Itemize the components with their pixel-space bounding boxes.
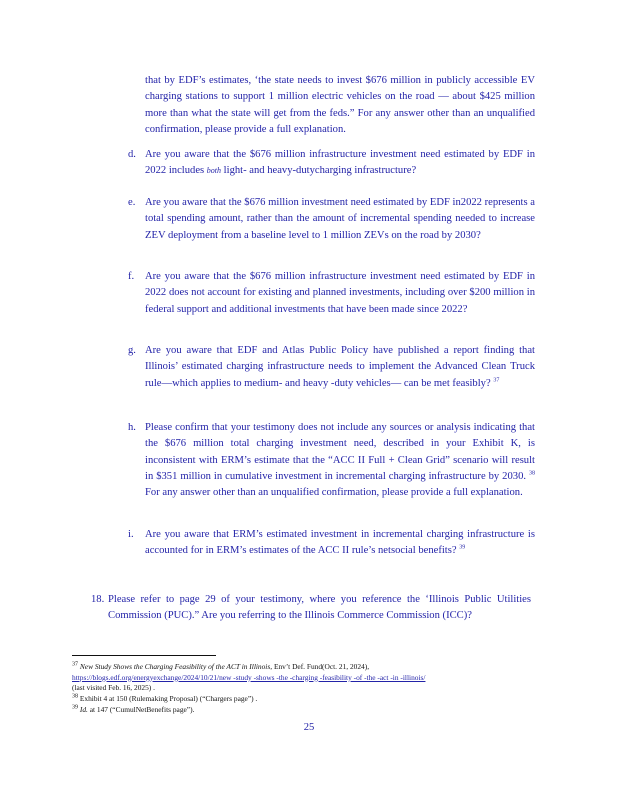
footnote-ref-39[interactable]: 39	[459, 544, 466, 551]
item-text	[145, 343, 535, 392]
page-number: 25	[303, 722, 315, 733]
footnote-source: , Env’t Def. Fund(Oct. 21, 2024),	[270, 662, 370, 671]
item-i	[128, 527, 535, 560]
item-label: e.	[128, 197, 136, 208]
item-e	[128, 195, 535, 244]
item-label: h.	[128, 422, 136, 433]
item-text-pre: Are you aware that EDF and Atlas Public Policy have published a report finding that Illinois’ estimated charging infrastructure needs to implement the Advanced Clean Truck rule—which applies to medium- and heavy -duty vehicles— can be met feasibly?	[145, 345, 535, 389]
item-f	[128, 269, 535, 318]
item-g	[128, 343, 535, 392]
question-label: 18.	[91, 594, 105, 605]
item-text-pre: Please confirm that your testimony does not include any sources or analysis indicating that the $676 million total charging investment need, described in your Exhibit K, is inconsistent with ERM’s estimate that the “ACC II Full + Clean Grid” scenario will result in $351 million in cumulative investment in incremental charging infrastructure by 2030.	[145, 422, 535, 482]
item-text	[145, 147, 535, 180]
question-18	[91, 592, 531, 625]
item-label: g.	[128, 345, 136, 356]
footnote-number: 37	[72, 661, 78, 668]
footnote-number: 39	[72, 704, 78, 711]
footnote-ref-38[interactable]: 38	[528, 470, 535, 477]
item-d	[128, 147, 535, 180]
item-text	[145, 420, 535, 501]
footnote-38	[72, 694, 542, 705]
footnote-id: Id.	[79, 705, 88, 714]
footnote-title: New Study Shows the Charging Feasibility of the ACT in Illinois	[79, 662, 271, 671]
continuation-paragraph	[145, 73, 535, 138]
item-label: f.	[128, 271, 135, 282]
item-text-pre: Are you aware that ERM’s estimated investment in incremental charging infrastructure is accounted for in ERM’s estimates of the ACC II rule’s netsocial benefits?	[145, 529, 535, 557]
item-text: Are you aware that the $676 million infrastructure investment need estimated by EDF in 2022 does not account for existing and planned investments, including over $200 million in federal support and additional investments that have been made since 2022?	[145, 271, 535, 315]
footnote-number: 38	[72, 693, 78, 700]
item-text-post: For any answer other than an unqualified confirmation, please provide a full explanation.	[145, 487, 523, 499]
item-label: i.	[128, 529, 134, 540]
footnote-separator	[72, 655, 216, 656]
item-label: d.	[128, 149, 136, 160]
item-text-pre: Are you aware that the $676 million infrastructure investment need estimated by EDF in 2022 includes	[145, 149, 535, 177]
item-h	[128, 420, 535, 501]
footnote-39	[72, 705, 542, 716]
item-text: Are you aware that the $676 million investment need estimated by EDF in2022 represents a total spending amount, rather than the amount of incremental spending needed to increase ZEV deployment from a baseline level to 1 million ZEVs on the road by 2030?	[145, 197, 535, 241]
footnote-ref-37[interactable]: 37	[493, 377, 500, 384]
item-text-post: light- and heavy-dutycharging infrastructure?	[221, 165, 417, 177]
question-text: Please refer to page 29 of your testimony, where you reference the ‘Illinois Public Utilities Commission (PUC).” Are you referring to the Illinois Commerce Commission (ICC)?	[108, 594, 531, 622]
footnote-link[interactable]: https://blogs.edf.org/energyexchange/2024/10/21/new -study -shows -the -charging -feasibility -of -the -act -in -illinois/	[72, 672, 426, 682]
footnote-text: at 147 (“CumulNetBenefits page”).	[87, 705, 195, 714]
footnote-visited: (last visited Feb. 16, 2025) .	[72, 683, 155, 692]
item-text	[145, 527, 535, 560]
footnote-text: Exhibit 4 at 150 (Rulemaking Proposal) (“Chargers page”) .	[79, 694, 258, 703]
continuation-text: that by EDF’s estimates, ‘the state needs to invest $676 million in publicly accessible EV charging stations to support 1 million electric vehicles on the road — about $425 million more than what the state will get from the feds.” For any answer other than an unqualified confirmation, please provide a full explanation.	[145, 75, 535, 135]
footnote-37	[72, 662, 542, 694]
item-text-emphasis: both	[206, 166, 222, 176]
